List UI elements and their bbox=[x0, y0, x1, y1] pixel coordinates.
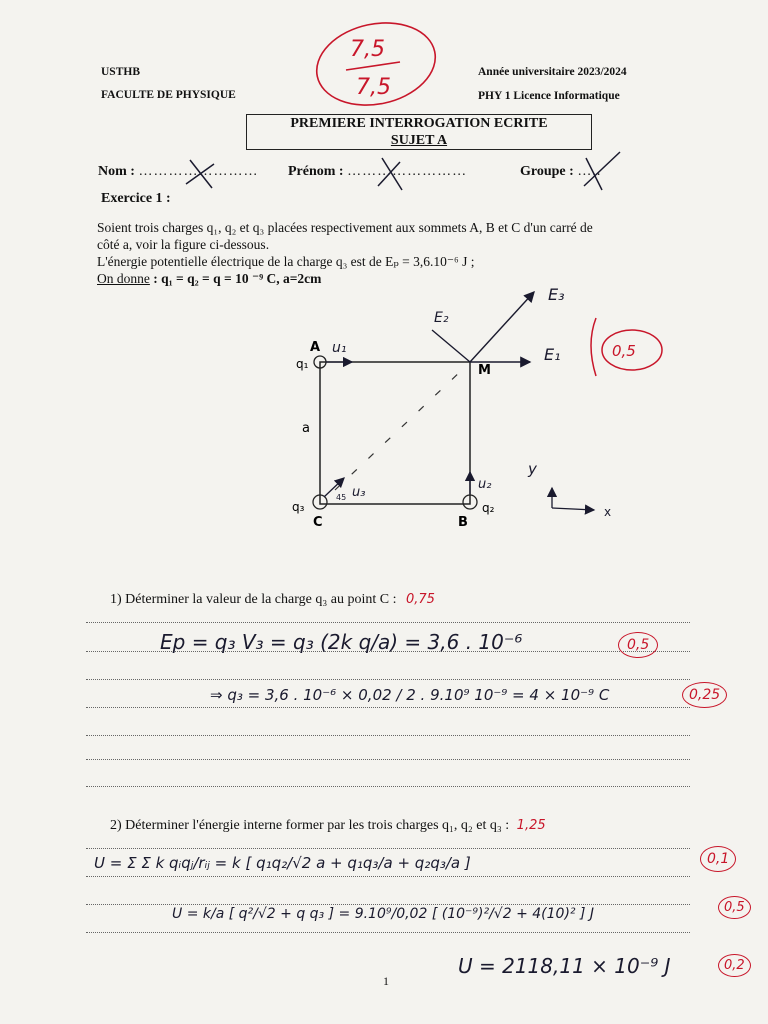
groupe-dots: ….. bbox=[577, 164, 602, 179]
e2-line bbox=[432, 330, 470, 362]
exercise-text-line1: Soient trois charges q₁, q₂ et q₃ placées respectivement aux sommets A, B et C d'un carré de bbox=[97, 220, 593, 235]
university-name: USTHB bbox=[101, 66, 140, 78]
question1-label: 1) Déterminer la valeur de la charge q₃ au point C : bbox=[110, 592, 397, 607]
label-side-a: a bbox=[302, 421, 310, 436]
square-shape bbox=[320, 362, 470, 504]
label-b-vertex: B bbox=[458, 515, 468, 530]
question1-points: 0,75 bbox=[405, 592, 435, 607]
fig-mark: 0,5 bbox=[612, 342, 636, 360]
q2-mark3: 0,2 bbox=[718, 954, 751, 977]
faculty-name: FACULTE DE PHYSIQUE bbox=[101, 89, 236, 101]
course-name: PHY 1 Licence Informatique bbox=[478, 90, 620, 102]
q1-mark2: 0,25 bbox=[682, 682, 727, 708]
field-crosses bbox=[0, 0, 768, 200]
answer-dotline bbox=[86, 735, 690, 736]
label-a-vertex: A bbox=[310, 340, 321, 355]
question2-text bbox=[110, 818, 546, 834]
exam-subject: SUJET A bbox=[390, 133, 448, 148]
exercise-energy-line: L'énergie potentielle électrique de la charge q₃ est de Eₚ = 3,6.10⁻⁶ J ; bbox=[97, 254, 475, 269]
label-u2: u₂ bbox=[478, 477, 492, 492]
given-label: On donne bbox=[97, 271, 150, 286]
label-45: 45 bbox=[336, 493, 347, 502]
q2-answer-line3: U = 2118,11 × 10⁻⁹ J bbox=[458, 954, 671, 978]
label-q2: q₂ bbox=[482, 501, 495, 515]
label-m: M bbox=[478, 363, 491, 378]
answer-dotline bbox=[86, 786, 690, 787]
answer-dotline bbox=[86, 679, 690, 680]
question2-points: 1,25 bbox=[516, 818, 546, 833]
q2-mark2: 0,5 bbox=[718, 896, 751, 919]
answer-dotline bbox=[86, 759, 690, 760]
answer-dotline bbox=[86, 848, 690, 849]
diagonal-dashed bbox=[335, 370, 462, 490]
question2-label: 2) Déterminer l'énergie interne former par les trois charges q₁, q₂ et q₃ : bbox=[110, 818, 510, 833]
answer-dotline bbox=[86, 707, 690, 708]
grade-score: 7,5 bbox=[350, 37, 385, 62]
label-x-axis: x bbox=[604, 505, 612, 519]
q1-answer-line1: Ep = q₃ V₃ = q₃ (2k q/a) = 3,6 . 10⁻⁶ bbox=[160, 630, 523, 654]
label-q3: q₃ bbox=[292, 500, 305, 514]
square-figure bbox=[0, 270, 768, 530]
prenom-dots: …………………… bbox=[347, 164, 468, 179]
answer-dotline bbox=[86, 622, 690, 623]
nom-dots: …………………… bbox=[138, 164, 259, 179]
label-c-vertex: C bbox=[313, 515, 323, 530]
academic-year: Année universitaire 2023/2024 bbox=[478, 66, 627, 78]
given-text: : q₁ = q₂ = q = 10 ⁻⁹ C, a=2cm bbox=[149, 271, 322, 286]
label-e2: E₂ bbox=[434, 310, 449, 326]
nom-label: Nom : bbox=[98, 164, 135, 179]
question1-text bbox=[110, 592, 435, 608]
answer-dotline bbox=[86, 876, 690, 877]
exam-title: PREMIERE INTERROGATION ECRITE bbox=[290, 116, 548, 131]
label-u3: u₃ bbox=[352, 485, 366, 500]
answer-dotline bbox=[86, 932, 690, 933]
q1-mark1: 0,5 bbox=[618, 632, 658, 658]
e3-arrow bbox=[470, 292, 534, 362]
q2-answer-line1: U = Σ Σ k qᵢqⱼ/rᵢⱼ = k [ q₁q₂/√2 a + q₁q₃/a + q₂q₃/a ] bbox=[94, 854, 471, 872]
exercise-label: Exercice 1 : bbox=[101, 191, 171, 206]
groupe-label: Groupe : bbox=[520, 164, 574, 179]
prenom-label: Prénom : bbox=[288, 164, 344, 179]
label-e3: E₃ bbox=[548, 285, 565, 304]
exercise-text-line2: côté a, voir la figure ci-dessous. bbox=[97, 237, 270, 252]
page-number: 1 bbox=[383, 974, 389, 988]
x-axis-arrow bbox=[552, 508, 594, 510]
q2-mark1: 0,1 bbox=[700, 846, 736, 872]
answer-dotline bbox=[86, 904, 690, 905]
label-e1: E₁ bbox=[544, 345, 561, 364]
q1-answer-line2: ⇒ q₃ = 3,6 . 10⁻⁶ × 0,02 / 2 . 9.10⁹ 10⁻⁹ = 4 × 10⁻⁹ C bbox=[210, 686, 610, 704]
label-u1: u₁ bbox=[332, 340, 347, 356]
grade-total: 7,5 bbox=[356, 75, 391, 100]
label-y-axis: y bbox=[528, 460, 537, 478]
label-q1: q₁ bbox=[296, 357, 309, 371]
q2-answer-line2: U = k/a [ q²/√2 + q q₃ ] = 9.10⁹/0,02 [ (10⁻⁹)²/√2 + 4(10)² ] J bbox=[172, 906, 595, 922]
